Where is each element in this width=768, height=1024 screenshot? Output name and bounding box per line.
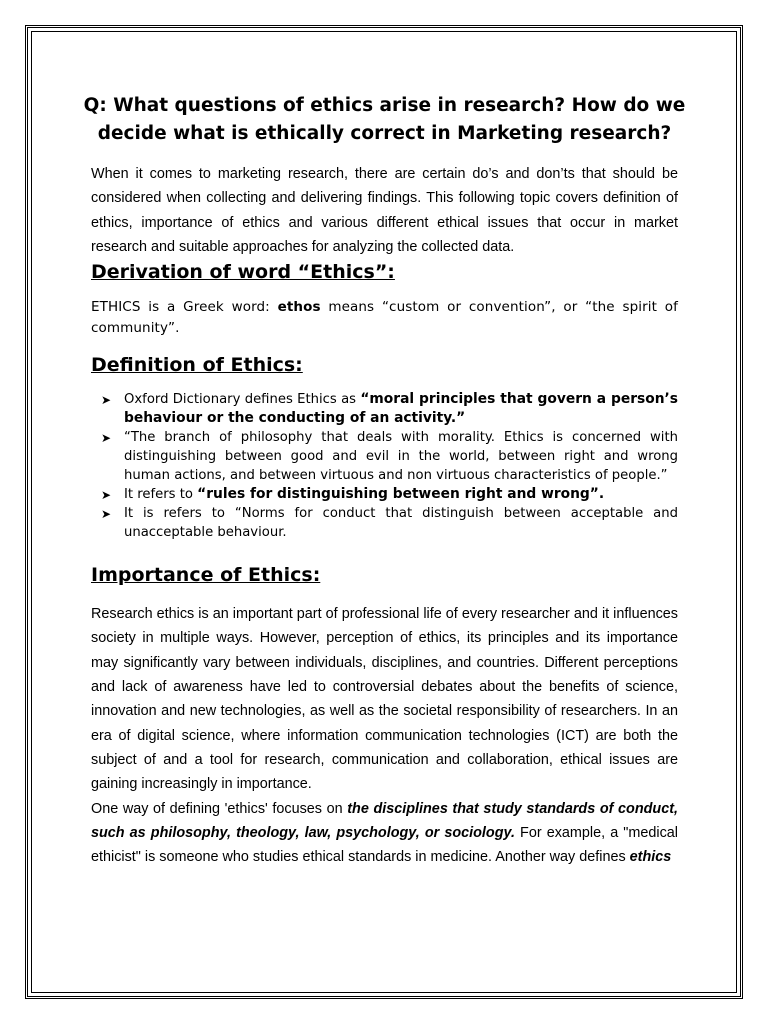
derivation-mid: is a Greek word: — [140, 299, 278, 316]
derivation-paragraph — [91, 297, 678, 338]
importance-paragraph-1: Research ethics is an important part of professional life of every researcher and it influences society in multiple ways. However, perception of ethics, its principles and its importance may significantly vary between individuals, disciplines, and countries. Different perceptions and lack of awareness have led to controversial debates about the benefits of science, innovation and new technologies, as well as the societal responsibility of researchers. In an era of digital science, where information communication technologies (ICT) are both the subject of and a tool for research, communication and collaboration, ethical issues are gaining increasingly in importance. — [91, 606, 678, 793]
def4-text: It is refers to “Norms for conduct that distinguish between acceptable and unacceptable behaviour. — [124, 506, 678, 541]
question-title: Q: What questions of ethics arise in research? How do we decide what is ethically correct in Marketing research? — [83, 95, 686, 144]
importance-heading: Importance of Ethics: — [91, 564, 321, 587]
arrow-bullet-icon: ➤ — [101, 488, 112, 503]
p2-text-c: For example, a "medical ethicist" is someone who studies ethical standards in medicine. Another way defines — [91, 824, 679, 866]
ethos-word: ethos — [277, 299, 321, 316]
p2-bold-italic: the disciplines that study standards of conduct, such as philosophy, theology, law, psychology, or sociology. — [91, 800, 678, 841]
p2-text-a: One way of defining 'ethics' focuses on — [91, 800, 348, 817]
def1-text: Oxford Dictionary defines Ethics as — [124, 392, 361, 408]
ethics-word: ETHICS — [91, 299, 141, 316]
definition-heading: Definition of Ethics: — [91, 354, 303, 377]
intro-paragraph: When it comes to marketing research, there are certain do’s and don’ts that should be considered when collecting and delivering findings. This following topic covers definition of ethics, importance of ethics and various different ethical issues that occur in market research and suitable approaches for analyzing the collected data. — [91, 166, 678, 255]
list-item — [91, 428, 678, 485]
arrow-bullet-icon: ➤ — [101, 393, 112, 408]
derivation-rest: means “custom or convention”, or “the spirit of community”. — [91, 299, 678, 336]
def3-bold: “rules for distinguishing between right and wrong”. — [197, 486, 605, 503]
p2-ethics-word: ethics — [629, 849, 672, 866]
importance-paragraph-2 — [91, 797, 678, 870]
def2-text: “The branch of philosophy that deals with morality. Ethics is concerned with distinguishing between good and evil in the world, between right and wrong human actions, and between virtuous and non virtuous characteristics of people.” — [124, 430, 678, 484]
list-item — [91, 390, 678, 428]
arrow-bullet-icon: ➤ — [101, 431, 112, 446]
document-content — [83, 92, 686, 869]
def1-bold: “moral principles that govern a person’s behaviour or the conducting of an activity.” — [124, 391, 678, 427]
list-item — [91, 485, 678, 504]
derivation-heading: Derivation of word “Ethics”: — [91, 261, 395, 284]
def3-text: It refers to — [124, 487, 198, 503]
list-item — [91, 504, 678, 542]
arrow-bullet-icon: ➤ — [101, 507, 112, 522]
definition-list — [91, 390, 678, 542]
